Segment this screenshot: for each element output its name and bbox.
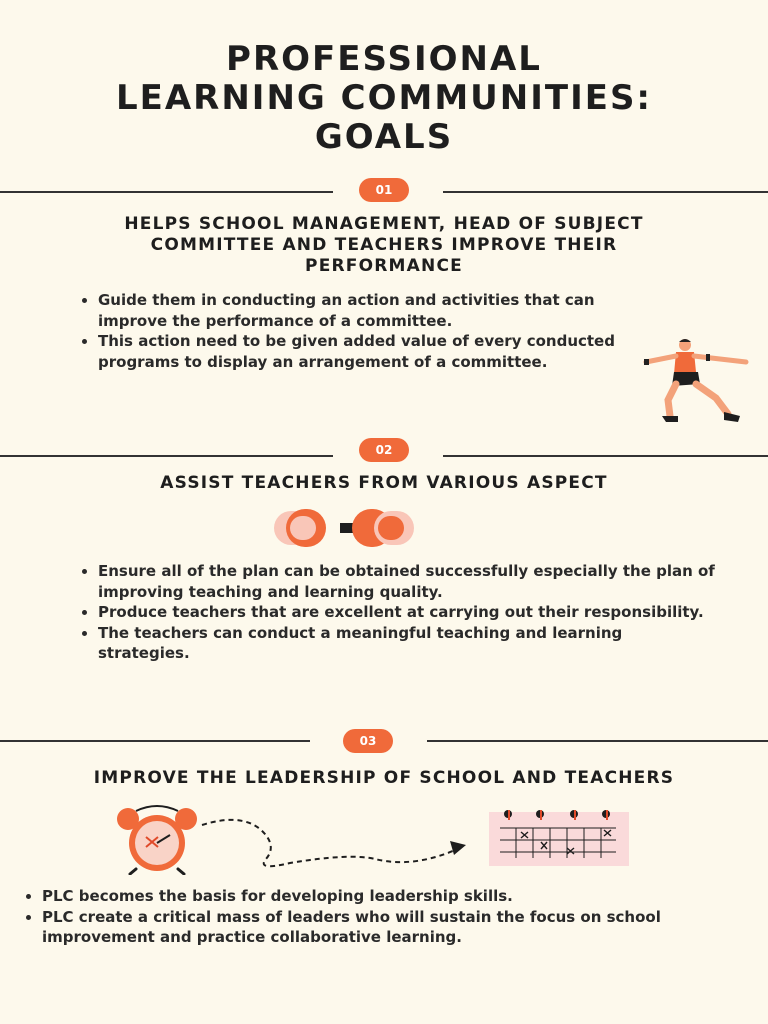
section-1-number-badge: 01 [359,178,409,202]
section-2-heading-line-1: ASSIST TEACHERS FROM VARIOUS ASPECT [160,473,608,493]
section-3-divider-right [427,740,768,742]
section-2-heading [0,473,768,494]
section-1-divider-left [0,191,333,193]
section-3-bullet-2: • PLC create a critical mass of leaders who will sustain the focus on school improvement and practice collaborative learning. [42,907,752,948]
title-line-3: GOALS [314,117,454,157]
section-1-bullet-2: • This action need to be given added value of every conducted programs to display an arrangement of a committee. [98,331,618,372]
section-3-number-badge: 03 [343,729,393,753]
section-1-bullet-1: • Guide them in conducting an action and activities that can improve the performance of a committee. [98,290,618,331]
section-1-heading-line-3: PERFORMANCE [305,256,463,276]
section-2-divider-left [0,455,333,457]
page-title [0,40,768,157]
section-1-heading-line-2: COMMITTEE AND TEACHERS IMPROVE THEIR [150,235,618,255]
section-2-bullet-3: • The teachers can conduct a meaningful teaching and learning strategies. [98,623,718,664]
section-3-divider-left [0,740,310,742]
title-line-1: PROFESSIONAL [226,39,542,79]
section-2-divider-right [443,455,768,457]
dashed-arrow-icon [200,815,472,871]
section-2-bullet-2: • Produce teachers that are excellent at carrying out their responsibility. [98,602,718,623]
section-1-bullet-list [76,290,618,372]
section-3-bullet-1: • PLC becomes the basis for developing leadership skills. [42,886,752,907]
section-3-heading-line-1: IMPROVE THE LEADERSHIP OF SCHOOL AND TEACHERS [93,768,675,788]
alarm-clock-icon [106,803,210,875]
section-2-bullet-list [76,561,718,664]
section-2-number-badge: 02 [359,438,409,462]
exercising-person-icon [628,336,752,428]
section-3-heading [0,768,768,789]
section-1-heading [0,214,768,277]
section-3-bullet-list [20,886,752,948]
dumbbell-icon [272,507,418,549]
section-2-bullet-1: • Ensure all of the plan can be obtained successfully especially the plan of improving teaching and learning quality. [98,561,718,602]
section-1-divider-right [443,191,768,193]
title-line-2: LEARNING COMMUNITIES: [115,78,653,118]
calendar-icon [488,806,630,868]
section-1-heading-line-1: HELPS SCHOOL MANAGEMENT, HEAD OF SUBJECT [124,214,644,234]
